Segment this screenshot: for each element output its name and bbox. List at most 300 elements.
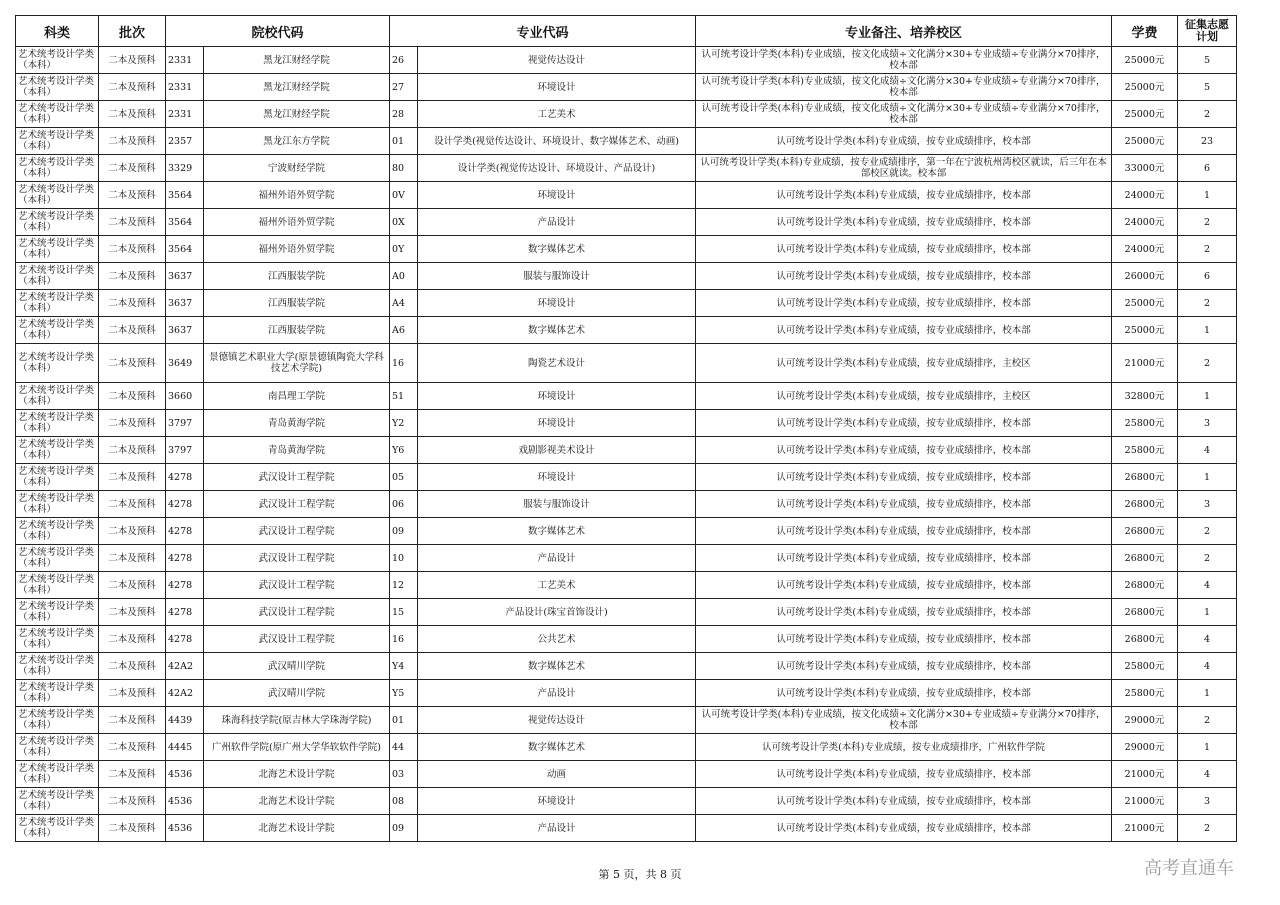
major-code-cell: 06 xyxy=(390,491,418,518)
school-code-cell: 3637 xyxy=(166,290,204,317)
plan-cell: 2 xyxy=(1178,290,1237,317)
category-cell: 艺术统考设计学类（本科） xyxy=(16,761,99,788)
batch-cell: 二本及预科 xyxy=(99,572,166,599)
tuition-cell: 25000元 xyxy=(1112,317,1178,344)
header-tuition: 学费 xyxy=(1112,16,1178,47)
batch-cell: 二本及预科 xyxy=(99,47,166,74)
batch-cell: 二本及预科 xyxy=(99,491,166,518)
category-cell: 艺术统考设计学类（本科） xyxy=(16,383,99,410)
major-name-cell: 动画 xyxy=(418,761,696,788)
school-code-cell: 3564 xyxy=(166,182,204,209)
major-name-cell: 产品设计 xyxy=(418,209,696,236)
major-code-cell: Y6 xyxy=(390,437,418,464)
category-cell: 艺术统考设计学类（本科） xyxy=(16,626,99,653)
school-name-cell: 黑龙江东方学院 xyxy=(204,128,390,155)
tuition-cell: 25800元 xyxy=(1112,410,1178,437)
table-row xyxy=(16,236,1237,263)
major-name-cell: 戏剧影视美术设计 xyxy=(418,437,696,464)
major-name-cell: 数字媒体艺术 xyxy=(418,734,696,761)
school-name-cell: 武汉设计工程学院 xyxy=(204,518,390,545)
table-row xyxy=(16,209,1237,236)
major-code-cell: 28 xyxy=(390,101,418,128)
category-cell: 艺术统考设计学类（本科） xyxy=(16,572,99,599)
table-body xyxy=(16,47,1237,842)
major-name-cell: 产品设计 xyxy=(418,815,696,842)
category-cell: 艺术统考设计学类（本科） xyxy=(16,734,99,761)
table-row xyxy=(16,47,1237,74)
school-name-cell: 珠海科技学院(原吉林大学珠海学院) xyxy=(204,707,390,734)
table-row xyxy=(16,599,1237,626)
table-row xyxy=(16,518,1237,545)
batch-cell: 二本及预科 xyxy=(99,680,166,707)
major-code-cell: 80 xyxy=(390,155,418,182)
school-code-cell: 2331 xyxy=(166,74,204,101)
batch-cell: 二本及预科 xyxy=(99,263,166,290)
major-name-cell: 环境设计 xyxy=(418,788,696,815)
tuition-cell: 25000元 xyxy=(1112,101,1178,128)
table-row xyxy=(16,491,1237,518)
category-cell: 艺术统考设计学类（本科） xyxy=(16,74,99,101)
major-code-cell: A0 xyxy=(390,263,418,290)
school-name-cell: 福州外语外贸学院 xyxy=(204,236,390,263)
category-cell: 艺术统考设计学类（本科） xyxy=(16,101,99,128)
major-name-cell: 服装与服饰设计 xyxy=(418,263,696,290)
major-name-cell: 陶瓷艺术设计 xyxy=(418,344,696,383)
major-name-cell: 环境设计 xyxy=(418,410,696,437)
table-row xyxy=(16,383,1237,410)
major-name-cell: 环境设计 xyxy=(418,74,696,101)
school-name-cell: 北海艺术设计学院 xyxy=(204,761,390,788)
category-cell: 艺术统考设计学类（本科） xyxy=(16,236,99,263)
school-code-cell: 4536 xyxy=(166,815,204,842)
note-cell: 认可统考设计学类(本科)专业成绩，按专业成绩排序，主校区 xyxy=(696,344,1112,383)
category-cell: 艺术统考设计学类（本科） xyxy=(16,788,99,815)
header-batch: 批次 xyxy=(99,16,166,47)
plan-cell: 3 xyxy=(1178,788,1237,815)
tuition-cell: 29000元 xyxy=(1112,707,1178,734)
plan-cell: 2 xyxy=(1178,815,1237,842)
plan-cell: 2 xyxy=(1178,707,1237,734)
major-code-cell: 16 xyxy=(390,626,418,653)
school-code-cell: 4439 xyxy=(166,707,204,734)
note-cell: 认可统考设计学类(本科)专业成绩，按专业成绩排序，校本部 xyxy=(696,518,1112,545)
major-code-cell: 10 xyxy=(390,545,418,572)
table-row xyxy=(16,572,1237,599)
batch-cell: 二本及预科 xyxy=(99,74,166,101)
major-code-cell: 09 xyxy=(390,518,418,545)
table-row xyxy=(16,761,1237,788)
plan-cell: 2 xyxy=(1178,236,1237,263)
batch-cell: 二本及预科 xyxy=(99,518,166,545)
plan-cell: 1 xyxy=(1178,734,1237,761)
plan-cell: 5 xyxy=(1178,74,1237,101)
note-cell: 认可统考设计学类(本科)专业成绩，按专业成绩排序，校本部 xyxy=(696,437,1112,464)
tuition-cell: 21000元 xyxy=(1112,788,1178,815)
tuition-cell: 26800元 xyxy=(1112,491,1178,518)
table-row xyxy=(16,815,1237,842)
batch-cell: 二本及预科 xyxy=(99,290,166,317)
major-code-cell: A4 xyxy=(390,290,418,317)
school-name-cell: 武汉设计工程学院 xyxy=(204,572,390,599)
school-name-cell: 江西服装学院 xyxy=(204,317,390,344)
note-cell: 认可统考设计学类(本科)专业成绩，按专业成绩排序，校本部 xyxy=(696,290,1112,317)
note-cell: 认可统考设计学类(本科)专业成绩，按专业成绩排序，校本部 xyxy=(696,263,1112,290)
batch-cell: 二本及预科 xyxy=(99,788,166,815)
major-name-cell: 环境设计 xyxy=(418,383,696,410)
category-cell: 艺术统考设计学类（本科） xyxy=(16,653,99,680)
plan-cell: 2 xyxy=(1178,518,1237,545)
tuition-cell: 26800元 xyxy=(1112,518,1178,545)
batch-cell: 二本及预科 xyxy=(99,626,166,653)
category-cell: 艺术统考设计学类（本科） xyxy=(16,599,99,626)
note-cell: 认可统考设计学类(本科)专业成绩，按专业成绩排序，主校区 xyxy=(696,383,1112,410)
major-code-cell: 51 xyxy=(390,383,418,410)
major-name-cell: 视觉传达设计 xyxy=(418,47,696,74)
tuition-cell: 25800元 xyxy=(1112,653,1178,680)
school-name-cell: 北海艺术设计学院 xyxy=(204,815,390,842)
school-code-cell: 4278 xyxy=(166,572,204,599)
major-code-cell: 15 xyxy=(390,599,418,626)
category-cell: 艺术统考设计学类（本科） xyxy=(16,680,99,707)
school-code-cell: 3564 xyxy=(166,209,204,236)
school-code-cell: 4536 xyxy=(166,761,204,788)
school-name-cell: 武汉设计工程学院 xyxy=(204,545,390,572)
school-name-cell: 宁波财经学院 xyxy=(204,155,390,182)
plan-cell: 1 xyxy=(1178,317,1237,344)
major-name-cell: 产品设计 xyxy=(418,680,696,707)
plan-cell: 2 xyxy=(1178,344,1237,383)
school-name-cell: 景德镇艺术职业大学(原景德镇陶瓷大学科技艺术学院) xyxy=(204,344,390,383)
major-code-cell: 12 xyxy=(390,572,418,599)
header-category: 科类 xyxy=(16,16,99,47)
school-code-cell: 4278 xyxy=(166,464,204,491)
note-cell: 认可统考设计学类(本科)专业成绩，按专业成绩排序，校本部 xyxy=(696,545,1112,572)
category-cell: 艺术统考设计学类（本科） xyxy=(16,437,99,464)
school-name-cell: 黑龙江财经学院 xyxy=(204,47,390,74)
tuition-cell: 25000元 xyxy=(1112,47,1178,74)
major-name-cell: 工艺美术 xyxy=(418,572,696,599)
plan-cell: 6 xyxy=(1178,155,1237,182)
major-code-cell: 0V xyxy=(390,182,418,209)
major-name-cell: 设计学类(视觉传达设计、环境设计、数字媒体艺术、动画) xyxy=(418,128,696,155)
major-name-cell: 数字媒体艺术 xyxy=(418,518,696,545)
tuition-cell: 25800元 xyxy=(1112,437,1178,464)
category-cell: 艺术统考设计学类（本科） xyxy=(16,263,99,290)
note-cell: 认可统考设计学类(本科)专业成绩，按文化成绩÷文化满分×30+专业成绩÷专业满分×70排序，校本部 xyxy=(696,101,1112,128)
major-code-cell: Y2 xyxy=(390,410,418,437)
batch-cell: 二本及预科 xyxy=(99,128,166,155)
school-code-cell: 42A2 xyxy=(166,653,204,680)
school-name-cell: 广州软件学院(原广州大学华软软件学院) xyxy=(204,734,390,761)
category-cell: 艺术统考设计学类（本科） xyxy=(16,815,99,842)
school-name-cell: 江西服装学院 xyxy=(204,290,390,317)
table-row xyxy=(16,128,1237,155)
note-cell: 认可统考设计学类(本科)专业成绩，按专业成绩排序，校本部 xyxy=(696,491,1112,518)
batch-cell: 二本及预科 xyxy=(99,155,166,182)
major-name-cell: 设计学类(视觉传达设计、环境设计、产品设计) xyxy=(418,155,696,182)
major-code-cell: 05 xyxy=(390,464,418,491)
plan-cell: 3 xyxy=(1178,410,1237,437)
major-code-cell: 0X xyxy=(390,209,418,236)
school-code-cell: 4278 xyxy=(166,626,204,653)
school-code-cell: 42A2 xyxy=(166,680,204,707)
table-row xyxy=(16,344,1237,383)
note-cell: 认可统考设计学类(本科)专业成绩，按专业成绩排序，校本部 xyxy=(696,599,1112,626)
tuition-cell: 25000元 xyxy=(1112,128,1178,155)
major-code-cell: 44 xyxy=(390,734,418,761)
batch-cell: 二本及预科 xyxy=(99,209,166,236)
category-cell: 艺术统考设计学类（本科） xyxy=(16,464,99,491)
note-cell: 认可统考设计学类(本科)专业成绩，按专业成绩排序，校本部 xyxy=(696,788,1112,815)
header-school-code: 院校代码 xyxy=(166,16,390,47)
school-name-cell: 青岛黄海学院 xyxy=(204,410,390,437)
major-code-cell: 27 xyxy=(390,74,418,101)
school-name-cell: 青岛黄海学院 xyxy=(204,437,390,464)
school-code-cell: 4278 xyxy=(166,545,204,572)
header-major-code: 专业代码 xyxy=(390,16,696,47)
category-cell: 艺术统考设计学类（本科） xyxy=(16,155,99,182)
plan-cell: 2 xyxy=(1178,209,1237,236)
major-name-cell: 环境设计 xyxy=(418,464,696,491)
school-name-cell: 武汉设计工程学院 xyxy=(204,464,390,491)
tuition-cell: 26800元 xyxy=(1112,626,1178,653)
school-name-cell: 武汉设计工程学院 xyxy=(204,491,390,518)
admission-table xyxy=(15,15,1237,842)
table-row xyxy=(16,290,1237,317)
tuition-cell: 29000元 xyxy=(1112,734,1178,761)
note-cell: 认可统考设计学类(本科)专业成绩，按文化成绩÷文化满分×30+专业成绩÷专业满分×70排序，校本部 xyxy=(696,707,1112,734)
major-code-cell: Y5 xyxy=(390,680,418,707)
tuition-cell: 21000元 xyxy=(1112,815,1178,842)
tuition-cell: 24000元 xyxy=(1112,182,1178,209)
plan-cell: 1 xyxy=(1178,680,1237,707)
category-cell: 艺术统考设计学类（本科） xyxy=(16,128,99,155)
category-cell: 艺术统考设计学类（本科） xyxy=(16,707,99,734)
school-name-cell: 武汉设计工程学院 xyxy=(204,599,390,626)
batch-cell: 二本及预科 xyxy=(99,545,166,572)
major-code-cell: 26 xyxy=(390,47,418,74)
school-code-cell: 3649 xyxy=(166,344,204,383)
watermark: 高考直通车 xyxy=(1144,858,1234,879)
category-cell: 艺术统考设计学类（本科） xyxy=(16,410,99,437)
school-name-cell: 武汉晴川学院 xyxy=(204,680,390,707)
note-cell: 认可统考设计学类(本科)专业成绩，按专业成绩排序，校本部 xyxy=(696,572,1112,599)
category-cell: 艺术统考设计学类（本科） xyxy=(16,290,99,317)
plan-cell: 2 xyxy=(1178,545,1237,572)
plan-cell: 23 xyxy=(1178,128,1237,155)
category-cell: 艺术统考设计学类（本科） xyxy=(16,182,99,209)
tuition-cell: 21000元 xyxy=(1112,761,1178,788)
note-cell: 认可统考设计学类(本科)专业成绩，按专业成绩排序，校本部 xyxy=(696,410,1112,437)
major-name-cell: 公共艺术 xyxy=(418,626,696,653)
note-cell: 认可统考设计学类(本科)专业成绩，按专业成绩排序，校本部 xyxy=(696,182,1112,209)
page-footer: 第 5 页，共 8 页 xyxy=(598,868,682,881)
tuition-cell: 24000元 xyxy=(1112,209,1178,236)
school-name-cell: 黑龙江财经学院 xyxy=(204,74,390,101)
table-row xyxy=(16,464,1237,491)
batch-cell: 二本及预科 xyxy=(99,410,166,437)
major-code-cell: 01 xyxy=(390,128,418,155)
note-cell: 认可统考设计学类(本科)专业成绩，按专业成绩排序，校本部 xyxy=(696,626,1112,653)
category-cell: 艺术统考设计学类（本科） xyxy=(16,47,99,74)
note-cell: 认可统考设计学类(本科)专业成绩，按专业成绩排序，校本部 xyxy=(696,680,1112,707)
header-row xyxy=(16,16,1237,47)
major-name-cell: 视觉传达设计 xyxy=(418,707,696,734)
plan-cell: 1 xyxy=(1178,599,1237,626)
batch-cell: 二本及预科 xyxy=(99,653,166,680)
major-name-cell: 数字媒体艺术 xyxy=(418,653,696,680)
tuition-cell: 21000元 xyxy=(1112,344,1178,383)
major-code-cell: A6 xyxy=(390,317,418,344)
table-row xyxy=(16,437,1237,464)
batch-cell: 二本及预科 xyxy=(99,707,166,734)
table-row xyxy=(16,653,1237,680)
tuition-cell: 26800元 xyxy=(1112,464,1178,491)
major-code-cell: 03 xyxy=(390,761,418,788)
tuition-cell: 25000元 xyxy=(1112,74,1178,101)
table-row xyxy=(16,410,1237,437)
batch-cell: 二本及预科 xyxy=(99,761,166,788)
plan-cell: 5 xyxy=(1178,47,1237,74)
major-code-cell: 16 xyxy=(390,344,418,383)
school-code-cell: 2331 xyxy=(166,101,204,128)
tuition-cell: 33000元 xyxy=(1112,155,1178,182)
school-code-cell: 2357 xyxy=(166,128,204,155)
school-name-cell: 福州外语外贸学院 xyxy=(204,209,390,236)
major-name-cell: 数字媒体艺术 xyxy=(418,236,696,263)
table-row xyxy=(16,545,1237,572)
major-name-cell: 环境设计 xyxy=(418,182,696,209)
school-code-cell: 3797 xyxy=(166,410,204,437)
note-cell: 认可统考设计学类(本科)专业成绩，按专业成绩排序，广州软件学院 xyxy=(696,734,1112,761)
school-name-cell: 江西服装学院 xyxy=(204,263,390,290)
batch-cell: 二本及预科 xyxy=(99,236,166,263)
batch-cell: 二本及预科 xyxy=(99,599,166,626)
plan-cell: 4 xyxy=(1178,626,1237,653)
major-name-cell: 产品设计 xyxy=(418,545,696,572)
note-cell: 认可统考设计学类(本科)专业成绩，按专业成绩排序，第一年在宁波杭州湾校区就读，后三年在本部校区就读。校本部 xyxy=(696,155,1112,182)
major-code-cell: 01 xyxy=(390,707,418,734)
note-cell: 认可统考设计学类(本科)专业成绩，按专业成绩排序，校本部 xyxy=(696,761,1112,788)
category-cell: 艺术统考设计学类（本科） xyxy=(16,491,99,518)
note-cell: 认可统考设计学类(本科)专业成绩，按文化成绩÷文化满分×30+专业成绩÷专业满分×70排序，校本部 xyxy=(696,47,1112,74)
category-cell: 艺术统考设计学类（本科） xyxy=(16,344,99,383)
tuition-cell: 26000元 xyxy=(1112,263,1178,290)
batch-cell: 二本及预科 xyxy=(99,101,166,128)
school-code-cell: 3564 xyxy=(166,236,204,263)
school-code-cell: 3797 xyxy=(166,437,204,464)
category-cell: 艺术统考设计学类（本科） xyxy=(16,317,99,344)
table-row xyxy=(16,155,1237,182)
note-cell: 认可统考设计学类(本科)专业成绩，按专业成绩排序，校本部 xyxy=(696,209,1112,236)
major-name-cell: 产品设计(珠宝首饰设计) xyxy=(418,599,696,626)
school-name-cell: 武汉设计工程学院 xyxy=(204,626,390,653)
batch-cell: 二本及预科 xyxy=(99,344,166,383)
plan-cell: 4 xyxy=(1178,572,1237,599)
school-code-cell: 2331 xyxy=(166,47,204,74)
header-plan: 征集志愿计划 xyxy=(1178,16,1237,47)
table-row xyxy=(16,101,1237,128)
batch-cell: 二本及预科 xyxy=(99,317,166,344)
tuition-cell: 26800元 xyxy=(1112,545,1178,572)
table-row xyxy=(16,707,1237,734)
table-row xyxy=(16,680,1237,707)
major-code-cell: 08 xyxy=(390,788,418,815)
table-row xyxy=(16,263,1237,290)
school-name-cell: 福州外语外贸学院 xyxy=(204,182,390,209)
school-name-cell: 南昌理工学院 xyxy=(204,383,390,410)
batch-cell: 二本及预科 xyxy=(99,464,166,491)
batch-cell: 二本及预科 xyxy=(99,182,166,209)
note-cell: 认可统考设计学类(本科)专业成绩，按专业成绩排序，校本部 xyxy=(696,815,1112,842)
tuition-cell: 25000元 xyxy=(1112,290,1178,317)
table-row xyxy=(16,182,1237,209)
category-cell: 艺术统考设计学类（本科） xyxy=(16,209,99,236)
school-code-cell: 3660 xyxy=(166,383,204,410)
major-name-cell: 工艺美术 xyxy=(418,101,696,128)
school-code-cell: 3329 xyxy=(166,155,204,182)
plan-cell: 4 xyxy=(1178,437,1237,464)
plan-cell: 1 xyxy=(1178,383,1237,410)
table-row xyxy=(16,734,1237,761)
batch-cell: 二本及预科 xyxy=(99,383,166,410)
plan-cell: 2 xyxy=(1178,101,1237,128)
table-row xyxy=(16,317,1237,344)
plan-cell: 4 xyxy=(1178,653,1237,680)
plan-cell: 6 xyxy=(1178,263,1237,290)
major-name-cell: 环境设计 xyxy=(418,290,696,317)
tuition-cell: 26800元 xyxy=(1112,599,1178,626)
school-code-cell: 4278 xyxy=(166,491,204,518)
note-cell: 认可统考设计学类(本科)专业成绩，按专业成绩排序，校本部 xyxy=(696,464,1112,491)
header-notes: 专业备注、培养校区 xyxy=(696,16,1112,47)
batch-cell: 二本及预科 xyxy=(99,437,166,464)
major-name-cell: 服装与服饰设计 xyxy=(418,491,696,518)
major-code-cell: 09 xyxy=(390,815,418,842)
table-row xyxy=(16,74,1237,101)
batch-cell: 二本及预科 xyxy=(99,734,166,761)
category-cell: 艺术统考设计学类（本科） xyxy=(16,518,99,545)
school-code-cell: 4445 xyxy=(166,734,204,761)
plan-cell: 4 xyxy=(1178,761,1237,788)
school-name-cell: 黑龙江财经学院 xyxy=(204,101,390,128)
note-cell: 认可统考设计学类(本科)专业成绩，按文化成绩÷文化满分×30+专业成绩÷专业满分×70排序，校本部 xyxy=(696,74,1112,101)
plan-cell: 1 xyxy=(1178,182,1237,209)
school-name-cell: 北海艺术设计学院 xyxy=(204,788,390,815)
school-code-cell: 4536 xyxy=(166,788,204,815)
school-code-cell: 4278 xyxy=(166,599,204,626)
school-code-cell: 3637 xyxy=(166,317,204,344)
school-code-cell: 4278 xyxy=(166,518,204,545)
school-name-cell: 武汉晴川学院 xyxy=(204,653,390,680)
batch-cell: 二本及预科 xyxy=(99,815,166,842)
plan-cell: 1 xyxy=(1178,464,1237,491)
note-cell: 认可统考设计学类(本科)专业成绩，按专业成绩排序，校本部 xyxy=(696,128,1112,155)
note-cell: 认可统考设计学类(本科)专业成绩，按专业成绩排序，校本部 xyxy=(696,653,1112,680)
table-row xyxy=(16,626,1237,653)
tuition-cell: 24000元 xyxy=(1112,236,1178,263)
tuition-cell: 26800元 xyxy=(1112,572,1178,599)
major-code-cell: 0Y xyxy=(390,236,418,263)
tuition-cell: 32800元 xyxy=(1112,383,1178,410)
school-code-cell: 3637 xyxy=(166,263,204,290)
tuition-cell: 25800元 xyxy=(1112,680,1178,707)
major-name-cell: 数字媒体艺术 xyxy=(418,317,696,344)
category-cell: 艺术统考设计学类（本科） xyxy=(16,545,99,572)
note-cell: 认可统考设计学类(本科)专业成绩，按专业成绩排序，校本部 xyxy=(696,317,1112,344)
major-code-cell: Y4 xyxy=(390,653,418,680)
table-row xyxy=(16,788,1237,815)
